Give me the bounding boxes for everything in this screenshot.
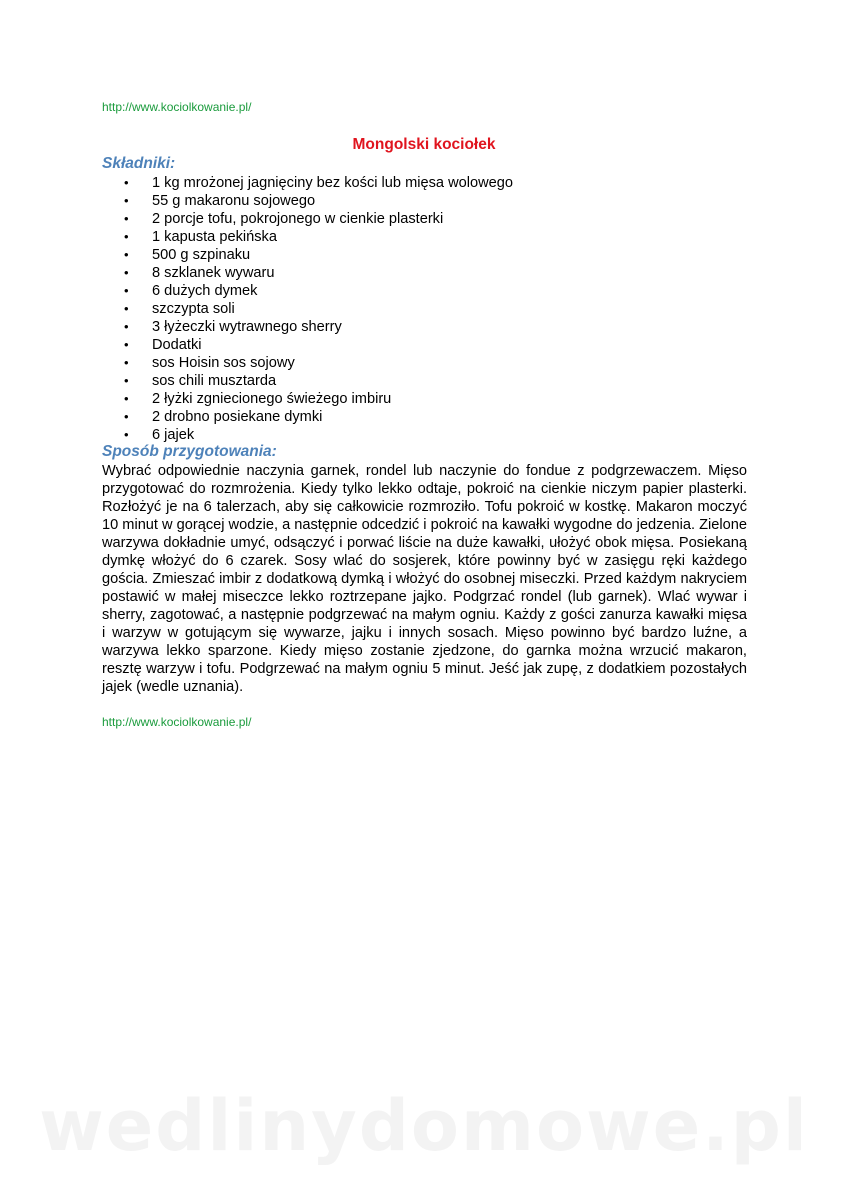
ingredient-item: [102, 426, 513, 444]
ingredient-item: [102, 390, 513, 408]
watermark: wedlinydomowe.pl: [39, 1085, 809, 1167]
bullet-icon: •: [124, 175, 129, 190]
header-link[interactable]: http://www.kociolkowanie.pl/: [102, 100, 252, 114]
ingredients-heading: Składniki:: [102, 155, 176, 172]
bullet-icon: •: [124, 337, 129, 352]
ingredient-text: 2 porcje tofu, pokrojonego w cienkie plasterki: [152, 211, 444, 227]
bullet-icon: •: [124, 265, 129, 280]
ingredient-item: [102, 210, 513, 228]
ingredient-text: 1 kg mrożonej jagnięciny bez kości lub mięsa wolowego: [152, 175, 513, 191]
ingredient-text: 6 dużych dymek: [152, 283, 258, 299]
ingredient-text: 2 łyżki zgniecionego świeżego imbiru: [152, 391, 392, 407]
method-text: Wybrać odpowiednie naczynia garnek, rondel lub naczynie do fondue z podgrzewaczem. Mięso przygotować do rozmrożenia. Kiedy tylko lekko odtaje, pokroić na cienkie niczym papier plasterki. Rozłożyć je na 6 talerzach, aby się całkowicie rozmroziło. Tofu pokroić w kostkę. Makaron moczyć 10 minut w gorącej wodzie, a następnie odcedzić i pokroić na kawałki wygodne do jedzenia. Zielone warzywa dokładnie umyć, odsączyć i porwać liście na duże kawałki, ułożyć obok mięsa. Posiekaną dymkę włożyć do 6 czarek. Sosy wlać do sosjerek, które powinny być w zasięgu ręki każdego gościa. Zmieszać imbir z dodatkową dymką i włożyć do osobnej miseczki. Przed każdym nakryciem postawić w małej miseczce lekko roztrzepane jajko. Podgrzać rondel (lub garnek). Wlać wywar i sherry, zagotować, a następnie podgrzewać na małym ogniu. Każdy z gości zanurza kawałki mięsa i warzyw w gotującym się wywarze, jajku i innych sosach. Mięso powinno być bardzo luźne, a warzywa lekko sparzone. Kiedy mięso zostanie zjedzone, do garnka można wrzucić makaron, resztę warzyw i tofu. Podgrzewać na małym ogniu 5 minut. Jeść jak zupę, z dodatkiem pozostałych jajek (wedle uznania).: [102, 463, 747, 695]
ingredient-item: [102, 318, 513, 336]
ingredient-item: [102, 228, 513, 246]
bullet-icon: •: [124, 319, 129, 334]
ingredient-text: 6 jajek: [152, 427, 195, 443]
bullet-icon: •: [124, 229, 129, 244]
ingredient-text: 3 łyżeczki wytrawnego sherry: [152, 319, 342, 335]
bullet-icon: •: [124, 409, 129, 424]
method-heading: Sposób przygotowania:: [102, 443, 277, 460]
ingredient-text: 55 g makaronu sojowego: [152, 193, 316, 209]
ingredient-item: [102, 372, 513, 390]
ingredient-text: szczypta soli: [152, 301, 235, 317]
ingredient-item: [102, 336, 513, 354]
ingredient-text: Dodatki: [152, 337, 202, 353]
ingredient-item: [102, 354, 513, 372]
bullet-icon: •: [124, 355, 129, 370]
bullet-icon: •: [124, 391, 129, 406]
bullet-icon: •: [124, 427, 129, 442]
footer-link[interactable]: http://www.kociolkowanie.pl/: [102, 715, 252, 729]
ingredient-text: sos chili musztarda: [152, 373, 277, 389]
ingredient-text: 1 kapusta pekińska: [152, 229, 277, 245]
bullet-icon: •: [124, 283, 129, 298]
ingredient-text: 500 g szpinaku: [152, 247, 251, 263]
ingredient-text: 2 drobno posiekane dymki: [152, 409, 323, 425]
bullet-icon: •: [124, 211, 129, 226]
bullet-icon: •: [124, 373, 129, 388]
ingredient-item: [102, 192, 513, 210]
ingredient-item: [102, 264, 513, 282]
ingredients-list: [102, 174, 513, 444]
ingredient-item: [102, 408, 513, 426]
ingredient-item: [102, 174, 513, 192]
bullet-icon: •: [124, 301, 129, 316]
ingredient-item: [102, 300, 513, 318]
ingredient-text: 8 szklanek wywaru: [152, 265, 275, 281]
recipe-title: Mongolski kociołek: [352, 136, 496, 153]
ingredient-item: [102, 282, 513, 300]
bullet-icon: •: [124, 247, 129, 262]
ingredient-text: sos Hoisin sos sojowy: [152, 355, 295, 371]
bullet-icon: •: [124, 193, 129, 208]
ingredient-item: [102, 246, 513, 264]
